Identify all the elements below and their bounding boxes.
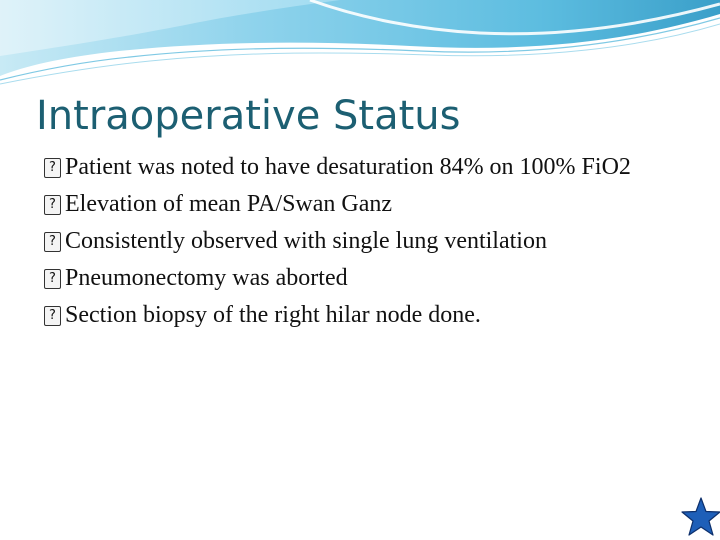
missing-glyph-bullet-icon: ? (44, 269, 61, 289)
missing-glyph-bullet-icon: ? (44, 232, 61, 252)
bullet-text: Consistently observed with single lung ventilation (65, 228, 547, 254)
bullet-item (44, 191, 684, 218)
missing-glyph-bullet-icon: ? (44, 195, 61, 215)
bullet-item (44, 265, 684, 292)
bullet-text: Section biopsy of the right hilar node done. (65, 302, 481, 328)
bullet-text: Elevation of mean PA/Swan Ganz (65, 191, 393, 217)
bullet-list (44, 154, 684, 339)
bullet-item (44, 302, 684, 329)
missing-glyph-bullet-icon: ? (44, 158, 61, 178)
bullet-text: Pneumonectomy was aborted (65, 265, 348, 291)
missing-glyph-bullet-icon: ? (44, 306, 61, 326)
slide-title: Intraoperative Status (36, 93, 461, 139)
star-icon[interactable] (680, 496, 720, 538)
bullet-item (44, 154, 684, 181)
bullet-text: Patient was noted to have desaturation 84% on 100% FiO2 (65, 154, 631, 180)
bullet-item (44, 228, 684, 255)
